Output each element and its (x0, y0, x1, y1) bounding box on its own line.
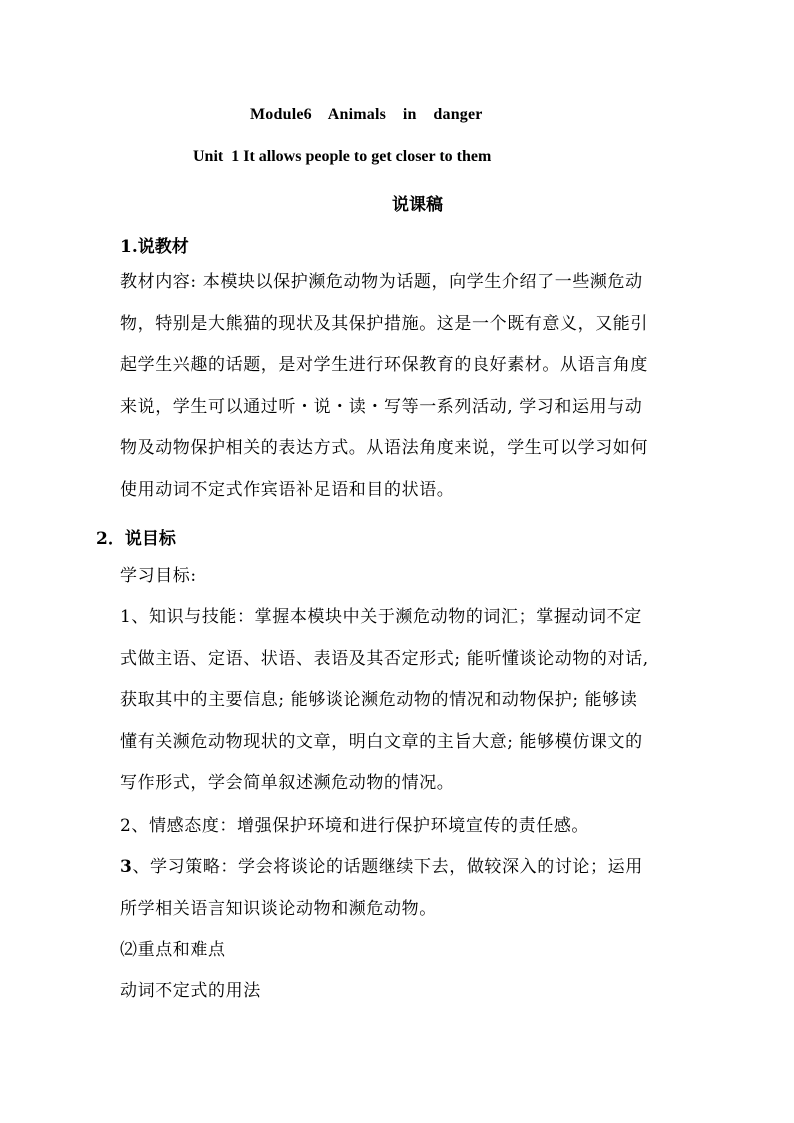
key-points-content (120, 971, 680, 1013)
paragraph-line: 获取其中的主要信息; 能够谈论濒危动物的情况和动物保护; 能够读 (120, 690, 638, 710)
paragraph-line: 式做主语、定语、状语、表语及其否定形式; 能听懂谈论动物的对话, (120, 648, 649, 669)
paragraph-line: 2、情感态度：增强保护环境和进行保护环境宣传的责任感。 (120, 816, 590, 836)
paragraph-line: 1、知识与技能：掌握本模块中关于濒危动物的词汇；掌握动词不定 (120, 607, 642, 627)
objective-attitude (120, 806, 680, 848)
objective-number: 3 (120, 857, 133, 877)
paragraph-line: 所学相关语言知识谈论动物和濒危动物。 (120, 898, 437, 919)
paragraph-line: 写作形式，学会简单叙述濒危动物的情况。 (120, 773, 455, 793)
key-points-heading (120, 930, 680, 972)
objectives-label-text: 学习目标: (120, 566, 197, 586)
key-points-label: ⑵重点和难点 (120, 940, 226, 960)
section-heading-objectives: 2．说目标 (96, 529, 176, 549)
paragraph-line: 起学生兴趣的话题，是对学生进行环保教育的良好素材。从语言角度 (120, 355, 648, 375)
objective-knowledge-skills (120, 597, 680, 805)
paragraph-line: 使用动词不定式作宾语补足语和目的状语。 (120, 479, 455, 500)
learning-objectives-label (120, 556, 680, 598)
paragraph-line: 教材内容: 本模块以保护濒危动物为话题，向学生介绍了一些濒危动 (120, 272, 643, 292)
key-points-text: 动词不定式的用法 (120, 981, 261, 1001)
module-title: Module6 Animals in danger (250, 106, 483, 123)
paragraph-line: 物及动物保护相关的表达方式。从语法角度来说，学生可以学习如何 (120, 438, 648, 458)
paragraph-line (120, 847, 680, 889)
paragraph-line: 懂有关濒危动物现状的文章，明白文章的主旨大意; 能够模仿课文的 (120, 731, 643, 752)
document-type-heading: 说课稿 (392, 195, 443, 215)
paragraph-line: 来说，学生可以通过听・说・读・写等一系列活动, 学习和运用与动 (120, 396, 643, 417)
teaching-material-paragraph (120, 262, 680, 511)
section-heading-teaching-material: 1.说教材 (120, 237, 189, 257)
unit-subtitle: Unit 1 It allows people to get closer to them (193, 148, 492, 165)
objective-text: 、学习策略：学会将谈论的话题继续下去，做较深入的讨论；运用 (132, 857, 643, 877)
objective-strategy (120, 847, 680, 930)
paragraph-line: 物，特别是大熊猫的现状及其保护措施。这是一个既有意义，又能引 (120, 313, 648, 334)
